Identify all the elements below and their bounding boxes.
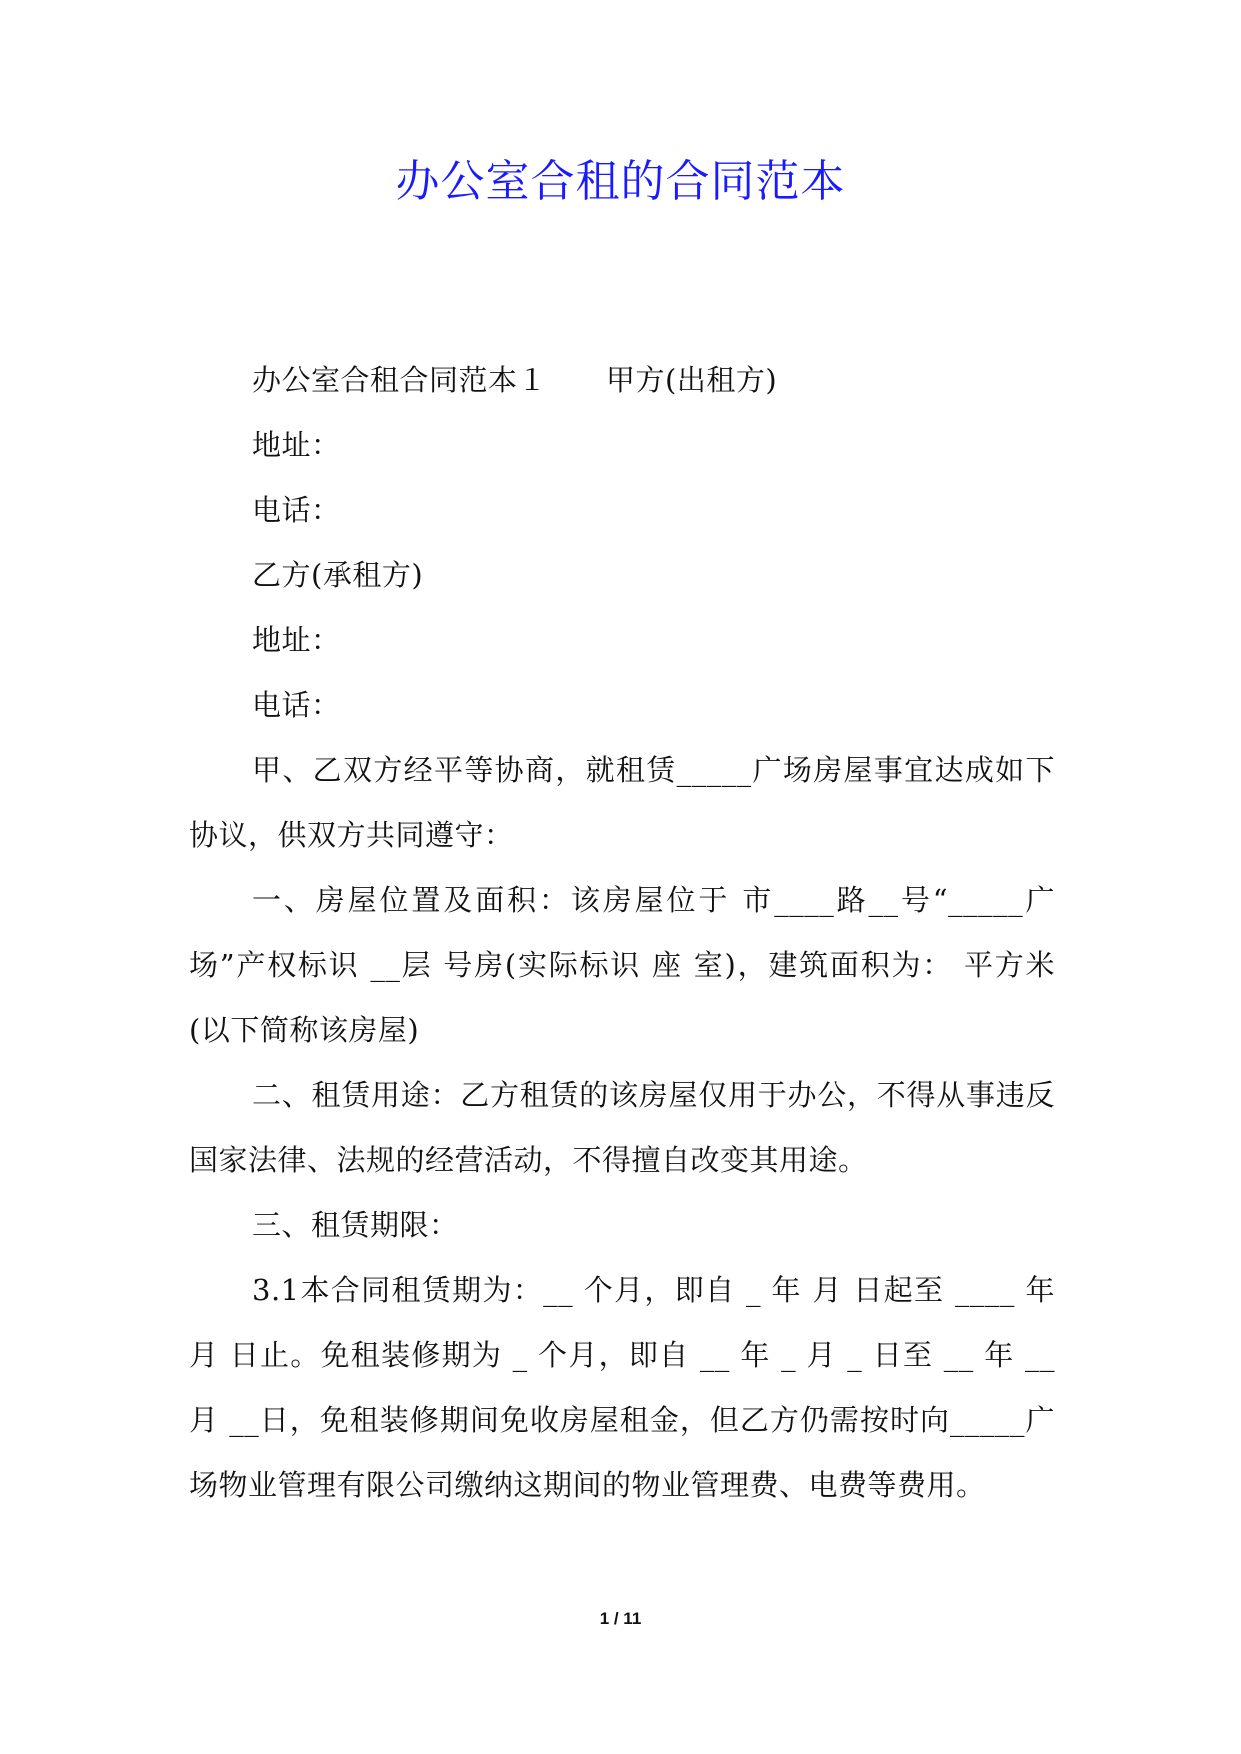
document-body [189, 348, 1055, 1518]
paragraph-clause-3-term: 三、租赁期限： [252, 1208, 459, 1242]
paragraph-phone-a: 电话： [252, 493, 341, 527]
paragraph-address-a: 地址： [252, 428, 341, 462]
paragraph-heading-party-a: 办公室合租合同范本１ 甲方(出租方) [252, 363, 778, 397]
paragraph-clause-1-location: 一、房屋位置及面积：该房屋位于 市____路__号“_____广场”产权标识 __层 号房(实际标识 座 室)，建筑面积为： 平方米(以下简称该房屋) [189, 883, 1055, 1047]
paragraph-party-b: 乙方(承租方) [252, 558, 424, 592]
paragraph-agreement-intro: 甲、乙双方经平等协商，就租赁_____广场房屋事宜达成如下协议，供双方共同遵守： [189, 753, 1055, 852]
paragraph-phone-b: 电话： [252, 688, 341, 722]
paragraph-address-b: 地址： [252, 623, 341, 657]
page-number: 1 / 11 [599, 1609, 642, 1628]
paragraph-clause-2-usage: 二、租赁用途：乙方租赁的该房屋仅用于办公，不得从事违反国家法律、法规的经营活动，不得擅自改变其用途。 [189, 1078, 1055, 1177]
document-title: 办公室合租的合同范本 [395, 156, 846, 207]
paragraph-clause-3-1: 3.1本合同租赁期为：__ 个月，即自 _ 年 月 日起至 ____ 年 月 日止。免租装修期为 _ 个月，即自 __ 年 _ 月 _ 日至 __ 年 __月 __日，免租装修期间免收房屋租金，但乙方仍需按时向_____广场物业管理有限公司缴纳这期间的物业管理费、电费等费用。 [189, 1273, 1055, 1502]
